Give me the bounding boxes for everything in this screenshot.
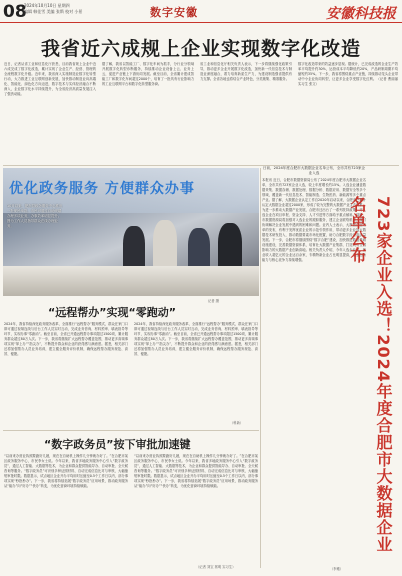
service-counter — [3, 266, 259, 296]
page-number: 08 — [3, 2, 27, 22]
news-photo — [3, 168, 259, 296]
date-line: 2024年10月10日 星期四 — [24, 3, 70, 8]
editor-line: 编辑 韩佳雪 美编 张斯 校对 小景 — [24, 9, 83, 14]
side-story-title: 723家企业入选！2024年度合肥市大数据企业名单公布 — [348, 196, 393, 553]
section-title: 数字安徽 — [150, 6, 198, 19]
intro-paragraph: 据了解，我省以智能工厂、数字化车间为抓手，分行业分领域开展数字化转型诊断服务，持续推动企业设备上云、业务上云，促进产业链上下游协同发展。截至目前，全省累计建成智能工厂和数字化车间超过2000个，培育了一批具有行业影响力的工业互联网平台和数字化转型服务商。 — [102, 62, 194, 86]
intro-paragraph: 数字化改造带来的效益逐步显现。据统计，已完成改造的企业生产效率平均提升约30%，运营成本平均降低约20%，产品研制周期平均缩短约35%。下一步，我省将围绕重点产业链，持续推动龙头企业带动中小企业协同转型，让更多企业享受数字化红利。（记者 曹丽丽 实习生 张文） — [298, 62, 398, 86]
intro-column — [298, 62, 398, 164]
intro-column — [4, 62, 96, 164]
intro-paragraph: 近日，记者从省工业和信息化厅获悉，目前我省规上企业中近六成完成了数字化改造，累计实现了企业生产、经营、管理的全流程数字化升级。近年来，我省深入实施制造业数字化转型行动，大力推进工业互联网创新发展，加快推动制造业向高端化、智能化、绿色化方向迈进，数字技术与实体经济融合不断深入，企业数字化水平持续提升，为全省经济高质量发展注入了强劲动能。 — [4, 62, 96, 96]
newspaper-logo: 安徽科技报 — [326, 6, 396, 22]
article-body-column — [134, 454, 258, 562]
article-body: “以前来办营业执照要跑好几趟，现在在自助机上操作几分钟就办好了。”在合肥市某区政务服务中心，市民李女士说。今年以来，我省多地政务服务中心引入“数字政务员”，通过人工智能、大数据等技术，为企业和群众提供智能导办、自动审批、全天候咨询等服务。“数字政务员”可识别多种证照材料，自动完成信息比对与审核，大幅缩短审批时限。数据显示，试点地区企业开办平均用时压缩至0.5个工作日以内，部分事项实现“秒批秒办”。下一步，我省将持续拓展“数字政务员”应用场景，推动政务服务从“能办”向“好办”“快办”转变，为优化营商环境持续赋能。 — [134, 454, 258, 488]
article-body: “以前来办营业执照要跑好几趟，现在在自助机上操作几分钟就办好了。”在合肥市某区政务服务中心，市民李女士说。今年以来，我省多地政务服务中心引入“数字政务员”，通过人工智能、大数据等技术，为企业和群众提供智能导办、自动审批、全天候咨询等服务。“数字政务员”可识别多种证照材料，自动完成信息比对与审核，大幅缩短审批时限。数据显示，试点地区企业开办平均用时压缩至0.5个工作日以内，部分事项实现“秒批秒办”。下一步，我省将持续拓展“数字政务员”应用场景，推动政务服务从“能办”向“好办”“快办”转变，为优化营商环境持续赋能。 — [4, 454, 128, 488]
intro-column — [102, 62, 194, 164]
photo-caption: 10月以来，肥东县政务服务中心推出一批便民举措，市民可通过自助终端办理多项业务，办事效率明显提升。图为工作人员指导群众在线办理业务。 — [7, 204, 63, 228]
side-story-credit: （李雅） — [330, 567, 344, 571]
person-figure — [188, 228, 210, 270]
main-headline: 我省近六成规上企业实现数字化改造 — [40, 38, 361, 60]
article-body-column — [4, 322, 128, 426]
person-figure — [218, 223, 242, 271]
header-meta — [24, 3, 82, 15]
side-story-intro: 日前，2024年度合肥市大数据企业名单公布，全市共有723家企业入选 — [262, 166, 366, 175]
article-body-column — [4, 454, 128, 570]
photo-banner-text: 优化政务服务 方便群众办事 — [9, 181, 195, 197]
side-story-body: 本报讯 近日，合肥市数据资源局公布了2024年度合肥市大数据企业名单，全市共有723家企业入选，较上年度增长约15%。入选企业涵盖数据采集、数据存储、数据处理、数据分析、数据应用、数据安全等多个领域，覆盖新一代信息技术、智能制造、生物医药、新能源等多个重点产业。据了解，大数据企业认定工作自2020年启动以来，合肥市已累计认定大数据企业超过2000家，形成了较为完整的大数据产业生态体系。为进一步推动大数据产业发展，合肥市还出台了一系列扶持政策，对入选企业在项目申报、资金支持、人才引进等方面给予重点倾斜。同时，市数据资源局将加强对入选企业的跟踪服务，建立企业联络机制，及时协调解决企业发展中遇到的困难和问题。业内人士表示，大数据企业名单的发布，有利于发挥优质企业的示范引领作用，带动更多企业加大数据技术研发投入，推动数据要素市场化配置，助力合肥数字经济高质量发展。下一步，合肥市将继续围绕“数字合肥”建设，加快推进数据基础设施建设，完善数据资源体系，培育壮大数据产业集群，打造具有全国影响力的大数据产业创新高地。相关负责人介绍，今年入选企业中，营业收入超亿元的企业达百余家，专精特新企业占比明显提高，企业创新能力与核心竞争力持续增强。 — [262, 178, 366, 262]
photo-credit: 记者 摄 — [208, 299, 219, 303]
article-body: 2024年，我省持续深化政务服务改革，全面推行“远程帮办”服务模式，群众在家门口即可通过视频连线与后台工作人员实时互动，完成业务咨询、材料预审、填表指导等环节，实现办事“零跑动”。截至目前，全省已开通远程帮办事项超过1500项，累计服务群众超过80万人次。下一步，我省将继续扩大远程帮办覆盖范围，推动更多高频事项实现“掌上办”“指尖办”，不断提升群众和企业的获得感与满意度。据悉，相关部门还将加强帮办人员业务培训，建立健全服务评价机制，确保远程帮办服务规范、高效、便捷。 — [134, 322, 258, 356]
page-header — [0, 0, 402, 23]
article-credit: （科新） — [230, 421, 244, 425]
article-title: “远程帮办”实现“零跑动” — [48, 306, 176, 319]
intro-column — [200, 62, 292, 164]
article-credit: （记者 刘宝 郭明 实习生） — [196, 565, 236, 569]
divider — [260, 168, 261, 568]
person-figure — [153, 220, 177, 270]
article-title: “数字政务员”按下审批加速键 — [44, 438, 191, 451]
divider — [3, 430, 259, 431]
article-body: 2024年，我省持续深化政务服务改革，全面推行“远程帮办”服务模式，群众在家门口即可通过视频连线与后台工作人员实时互动，完成业务咨询、材料预审、填表指导等环节，实现办事“零跑动”。截至目前，全省已开通远程帮办事项超过1500项，累计服务群众超过80万人次。下一步，我省将继续扩大远程帮办覆盖范围，推动更多高频事项实现“掌上办”“指尖办”，不断提升群众和企业的获得感与满意度。据悉，相关部门还将加强帮办人员业务培训，建立健全服务评价机制，确保远程帮办服务规范、高效、便捷。 — [4, 322, 128, 356]
person-figure — [123, 226, 145, 270]
intro-paragraph: 省工业和信息化厅相关负责人表示，下一步将继续强化政策引导，推动更多企业开展数字化改造，加快新一代信息技术与制造业深度融合，着力培育新质生产力，为建设制造强省提供有力支撑。全省各地也将结合产业特色，分类施策、精准服务。 — [200, 62, 292, 81]
article-body-column — [134, 322, 258, 418]
